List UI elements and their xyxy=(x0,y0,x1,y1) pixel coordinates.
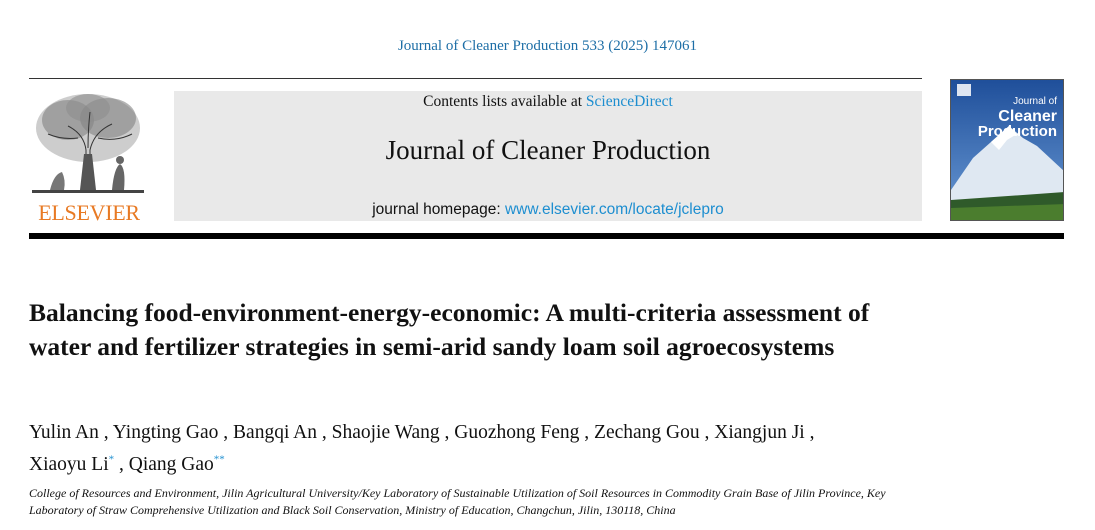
corresponding-author-mark[interactable]: * xyxy=(108,453,115,465)
author-separator: , xyxy=(317,422,332,443)
author xyxy=(29,454,129,475)
author xyxy=(113,422,233,443)
author-name[interactable]: Guozhong Feng xyxy=(454,422,580,443)
publisher-name[interactable]: ELSEVIER xyxy=(38,200,140,225)
author-name[interactable]: Yingting Gao xyxy=(112,422,219,443)
cover-title xyxy=(978,94,1057,139)
author-name[interactable]: Bangqi An xyxy=(233,422,318,443)
cover-line1: Journal of xyxy=(1013,96,1057,107)
author-separator: , xyxy=(98,422,113,443)
author xyxy=(129,454,225,475)
contents-prefix: Contents lists available at xyxy=(423,93,586,110)
author-name[interactable]: Xiangjun Ji xyxy=(714,422,805,443)
journal-title: Journal of Cleaner Production xyxy=(385,135,711,165)
author-separator: , xyxy=(114,453,129,475)
author-separator: , xyxy=(699,422,715,443)
contents-line xyxy=(174,93,922,111)
affiliation: College of Resources and Environment, Jilin Agricultural University/Key Laboratory of Sustainable Utilization of Soil Resources in Commodity Grain Base of Jilin Province, Key Laboratory of Straw Comprehensive Utilization and Black Soil Conservation, Ministry of Education, Changchun, Jilin, 130118, China xyxy=(29,486,886,517)
homepage-line xyxy=(174,201,922,219)
author xyxy=(594,422,714,443)
author-name[interactable]: Xiaoyu Li xyxy=(29,453,109,475)
author xyxy=(29,422,113,443)
corresponding-author-mark[interactable]: ** xyxy=(213,453,225,465)
author xyxy=(454,422,594,443)
article-title: Balancing food-environment-energy-economic: A multi-criteria assessment of water and fertilizer strategies in semi-arid sandy loam soil agroecosystems xyxy=(29,298,870,361)
author-name[interactable]: Qiang Gao xyxy=(128,453,214,475)
journal-cover[interactable] xyxy=(950,79,1064,221)
author-list xyxy=(29,420,929,478)
homepage-link[interactable]: www.elsevier.com/locate/jclepro xyxy=(504,201,724,218)
author-separator: , xyxy=(804,422,815,443)
author-name[interactable]: Shaojie Wang xyxy=(331,422,440,443)
author-separator: , xyxy=(579,422,595,443)
author xyxy=(714,422,814,443)
journal-banner xyxy=(174,91,922,221)
top-rule xyxy=(29,78,922,79)
cover-line2: Cleaner xyxy=(998,108,1057,125)
cover-line3: Production xyxy=(977,123,1057,140)
author xyxy=(233,422,332,443)
tree-logo-icon xyxy=(28,90,148,198)
sciencedirect-link[interactable]: ScienceDirect xyxy=(585,93,673,110)
homepage-prefix: journal homepage: xyxy=(372,201,505,218)
header-thick-rule xyxy=(29,233,1064,239)
author-name[interactable]: Yulin An xyxy=(29,422,99,443)
author-name[interactable]: Zechang Gou xyxy=(594,422,700,443)
author-separator: , xyxy=(218,422,234,443)
author xyxy=(332,422,455,443)
citation-line[interactable]: Journal of Cleaner Production 533 (2025) 147061 xyxy=(397,38,698,54)
author-separator: , xyxy=(439,422,455,443)
